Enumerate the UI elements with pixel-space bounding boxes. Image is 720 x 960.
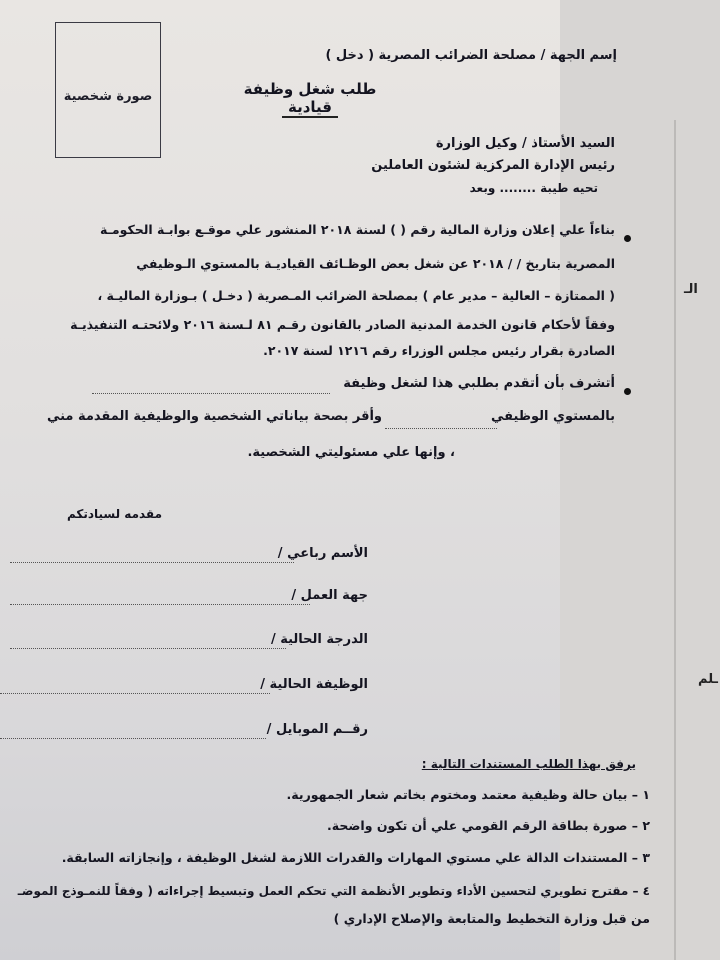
- field-label-name: الأسم رباعي /: [277, 546, 368, 561]
- edge-fragment-right: الـ: [684, 282, 698, 297]
- field-line-grade: [10, 648, 286, 649]
- para2-line2b: وأقر بصحة بياناتي الشخصية والوظيفية المقدمة مني: [46, 409, 382, 424]
- para1-line3: ( الممتازة – العالية – مدير عام ) بمصلحة الضرائب المـصرية ( دخـل ) بـوزارة الماليـة ،: [97, 288, 615, 303]
- photo-placeholder: [55, 22, 161, 158]
- para2-line1: أتشرف بأن أتقدم بطلبي هذا لشغل وظيفة: [343, 376, 615, 391]
- attachment-1: ١ – بيان حالة وظيفية معتمد ومختوم بخاتم شعار الجمهورية.: [286, 787, 650, 802]
- para1-line5: الصادرة بقرار رئيس مجلس الوزراء رقم ١٢١٦ لسنة ٢٠١٧.: [263, 343, 615, 358]
- field-label-grade: الدرجة الحالية /: [270, 632, 368, 647]
- submitted-by: مقدمه لسيادتكم: [66, 507, 162, 521]
- para1-line1: بناءاً علي إعلان وزارة المالية رقم ( ) لسنة ٢٠١٨ المنشور علي موقـع بوابـة الحكومـة: [100, 222, 615, 237]
- field-label-mobile: رقــم الموبايل /: [266, 722, 368, 737]
- field-line-employer: [10, 604, 310, 605]
- para1-line2: المصرية بتاريخ / / ٢٠١٨ عن شغل بعض الوظـائف القياديـة بالمستوي الـوظيفي: [136, 256, 615, 271]
- edge-fragment-left: ـلم: [698, 672, 718, 687]
- attachment-4-continued: من قبل وزارة التخطيط والمتابعة والإصلاح الإداري ): [333, 911, 650, 926]
- attachment-3: ٣ – المستندات الدالة علي مستوي المهارات والقدرات اللازمة لشغل الوظيفة ، وإنجازاته السابقة.: [61, 850, 650, 865]
- field-label-employer: جهة العمل /: [291, 588, 368, 603]
- field-line-job: [0, 693, 270, 694]
- para1-line4: وفقاً لأحكام قانون الخدمة المدنية الصادر بالقانون رقـم ٨١ لـسنة ٢٠١٦ ولائحتـه التنفيذيـة: [70, 317, 615, 332]
- title-underline: [282, 116, 338, 118]
- addressee-line1: السيد الأستاذ / وكيل الوزارة: [435, 136, 615, 151]
- para2-line3: ، وإنها علي مسئوليتي الشخصية.: [247, 445, 455, 460]
- greeting: تحيه طيبة ........ وبعد: [469, 181, 598, 195]
- field-line-name: [10, 562, 294, 563]
- page-title: طلب شغل وظيفة قيادية: [243, 80, 377, 116]
- bullet-1: [624, 235, 631, 242]
- addressee-line2: رئيس الإدارة المركزية لشئون العاملين: [371, 158, 615, 173]
- field-line-mobile: [0, 738, 266, 739]
- field-label-job: الوظيفة الحالية /: [260, 677, 368, 692]
- level-blank: [385, 428, 497, 429]
- attachment-4: ٤ – مقترح تطويري لتحسين الأداء وتطوير الأنظمة التي تحكم العمل وتبسيط إجراءاته ( وفقاً للنمـوذج الموضـ: [17, 884, 650, 898]
- photo-label: صورة شخصية: [63, 89, 153, 104]
- org-line: إسم الجهة / مصلحة الضرائب المصرية ( دخل ): [325, 48, 617, 63]
- bullet-2: [624, 388, 631, 395]
- attachments-heading: يرفق بهذا الطلب المستندات التالية :: [421, 757, 636, 771]
- attachment-2: ٢ – صورة بطاقة الرقم القومي علي أن تكون واضحة.: [327, 818, 650, 833]
- page-fold: [674, 120, 676, 960]
- job-blank: [92, 393, 330, 394]
- para2-line2a: بالمستوي الوظيفي: [490, 409, 615, 424]
